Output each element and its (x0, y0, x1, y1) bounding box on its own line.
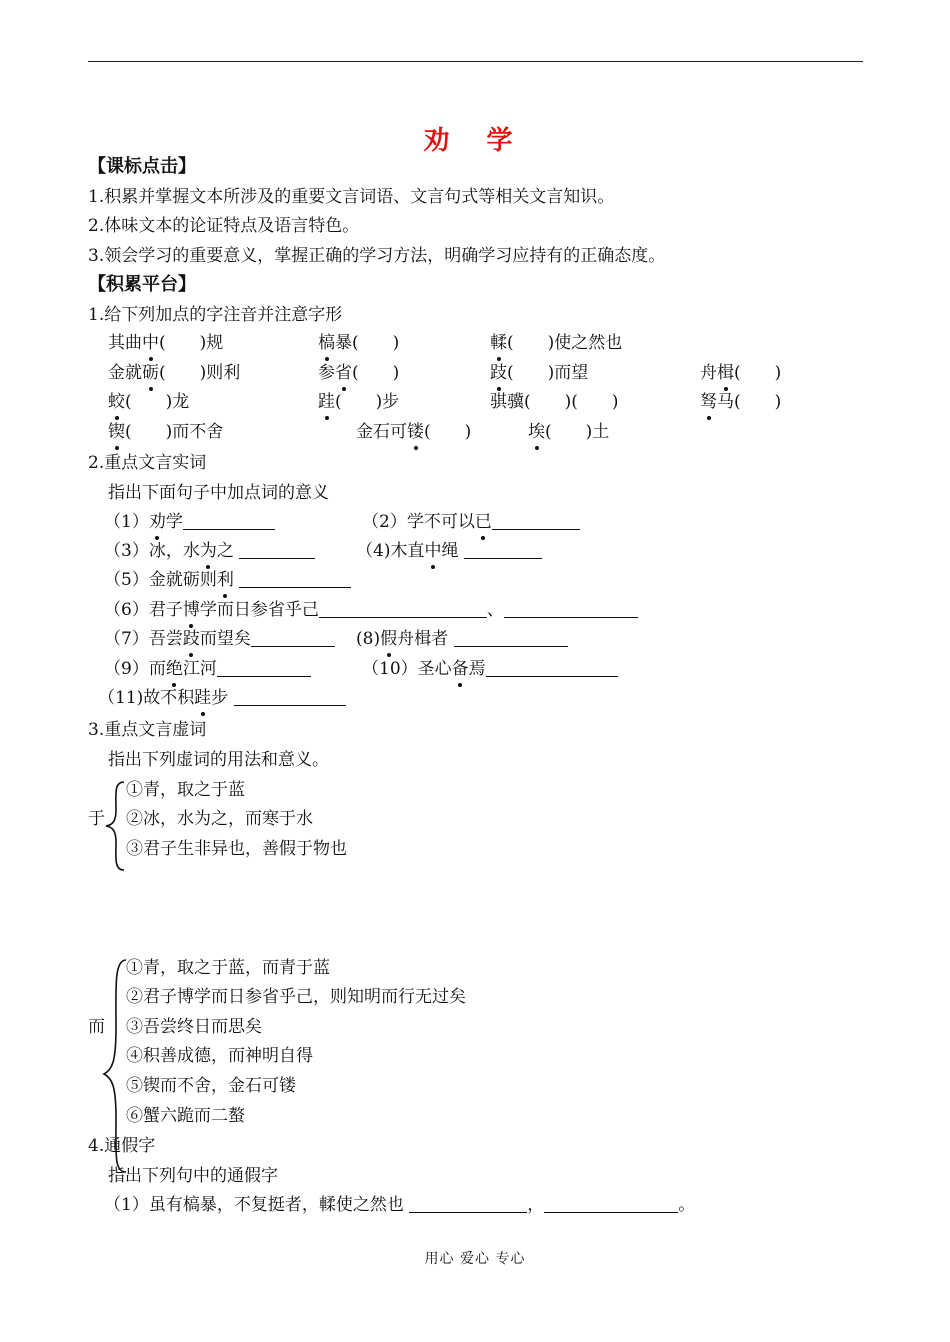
word-meaning-item: （2）学不可以已 (362, 511, 580, 533)
dotted-char: 劝 (148, 512, 166, 532)
answer-blank[interactable] (504, 601, 638, 618)
word-meaning-item: （1）劝学 (104, 511, 275, 533)
dotted-char: 为 (199, 541, 217, 561)
dotted-char: 中 (424, 541, 442, 561)
dotted-char: 利 (216, 570, 234, 590)
word-meaning-item: （4)木直中绳 (356, 540, 542, 562)
answer-blank[interactable] (454, 630, 568, 647)
pron-item: 跂( )而望 (490, 363, 589, 383)
pron-item: 金石可镂( ) (356, 422, 472, 442)
dotted-char: 绝 (165, 659, 183, 679)
dotted-char: 槁 (318, 333, 335, 353)
pron-item: 锲( )而不舍 (108, 422, 224, 442)
goal-3: 3.领会学习的重要意义，掌握正确的学习方法，明确学习应持有的正确态度。 (88, 246, 666, 266)
brace-icon (104, 780, 126, 872)
dotted-char: 跂 (490, 363, 507, 383)
q2-heading: 2.重点文言实词 (88, 453, 207, 473)
q4-heading: 4.通假字 (88, 1136, 156, 1156)
pron-item: 驽马( ) (700, 392, 782, 412)
q3-instruction: 指出下列虚词的用法和意义。 (108, 750, 329, 770)
pron-item: 跬( )步 (318, 392, 400, 412)
word-meaning-item: （11)故不积跬步 (98, 687, 346, 709)
q1-heading: 1.给下列加点的字注音并注意字形 (88, 305, 343, 325)
page-footer: 用心 爱心 专心 (424, 1251, 526, 1267)
tongjia-item: （1）虽有槁暴，不复挺者，輮使之然也 ， 。 (104, 1195, 696, 1215)
pron-item: 槁暴( ) (318, 333, 400, 353)
word-meaning-item: （5）金就砺则利 (104, 569, 351, 591)
word-meaning-item: （10）圣心备焉 (362, 658, 618, 680)
er-example: ⑥蟹六跪而二螯 (126, 1106, 245, 1126)
q2-instruction: 指出下面句子中加点词的意义 (108, 483, 329, 503)
answer-blank[interactable] (239, 542, 315, 559)
dotted-char: 省 (335, 363, 352, 383)
answer-blank[interactable] (409, 1196, 527, 1213)
word-meaning-item: （3）冰，水为之 (104, 540, 315, 562)
section-heading-biaozhun: 【课标点击】 (88, 156, 196, 177)
yu-example: ②冰，水为之，而寒于水 (126, 809, 313, 829)
pron-item: 埃( )土 (528, 422, 610, 442)
pron-item: 骐骥( )( ) (490, 392, 619, 412)
word-meaning-item: （6）君子博学而日参省乎己 、 (104, 599, 638, 621)
answer-blank[interactable] (251, 630, 335, 647)
answer-blank[interactable] (486, 660, 618, 677)
er-example: ①青，取之于蓝，而青于蓝 (126, 958, 330, 978)
word-meaning-item: （7）吾尝跂而望矣 (104, 628, 335, 650)
dotted-char: 博 (182, 600, 200, 620)
pron-item: 其曲中( )规 (108, 333, 224, 353)
goal-2: 2.体味文本的论证特点及语言特色。 (88, 216, 360, 236)
q4-instruction: 指出下列句中的通假字 (108, 1166, 278, 1186)
dotted-char: 中 (142, 333, 159, 353)
er-example: ②君子博学而日参省乎己，则知明而行无过矣 (126, 987, 466, 1007)
er-example: ③吾尝终日而思矣 (126, 1017, 262, 1037)
dotted-char: 跂 (182, 629, 200, 649)
pron-item: 舟楫( ) (700, 363, 782, 383)
dotted-char: 驽 (700, 392, 717, 412)
answer-blank[interactable] (183, 513, 275, 530)
answer-blank[interactable] (217, 660, 311, 677)
dotted-char: 楫 (717, 363, 734, 383)
dotted-char: 锲 (108, 422, 125, 442)
pron-item: 金就砺( )则利 (108, 363, 241, 383)
goal-1: 1.积累并掌握文本所涉及的重要文言词语、文言句式等相关文言知识。 (88, 187, 615, 207)
page-title: 劝 学 (423, 126, 527, 156)
word-meaning-item: (8)假舟楫者 (356, 628, 568, 650)
pron-item: 参省( ) (318, 363, 400, 383)
answer-blank[interactable] (544, 1196, 678, 1213)
dotted-char: 假 (380, 629, 398, 649)
dotted-char: 輮 (490, 333, 507, 353)
answer-blank[interactable] (464, 542, 542, 559)
dotted-char: 备 (451, 659, 469, 679)
answer-blank[interactable] (319, 601, 487, 618)
function-word-er: 而 (88, 1017, 105, 1037)
er-example: ⑤锲而不舍，金石可镂 (126, 1076, 296, 1096)
section-heading-jilei: 【积累平台】 (88, 274, 196, 295)
answer-blank[interactable] (234, 689, 346, 706)
answer-blank[interactable] (239, 571, 351, 588)
dotted-char: 已 (474, 512, 492, 532)
dotted-char: 埃 (528, 422, 545, 442)
dotted-char: 镂 (407, 422, 424, 442)
dotted-char: 跬 (194, 688, 212, 708)
dotted-char: 跬 (318, 392, 335, 412)
function-word-yu: 于 (88, 809, 105, 829)
yu-example: ①青，取之于蓝 (126, 780, 245, 800)
pron-item: 蛟( )龙 (108, 392, 190, 412)
header-rule (88, 61, 863, 62)
answer-blank[interactable] (492, 513, 580, 530)
dotted-char: 砺 (142, 363, 159, 383)
word-meaning-item: （9）而绝江河 (104, 658, 311, 680)
q3-heading: 3.重点文言虚词 (88, 720, 207, 740)
pron-item: 輮( )使之然也 (490, 333, 623, 353)
er-example: ④积善成德，而神明自得 (126, 1046, 313, 1066)
dotted-char: 蛟 (108, 392, 125, 412)
yu-example: ③君子生非异也，善假于物也 (126, 839, 347, 859)
